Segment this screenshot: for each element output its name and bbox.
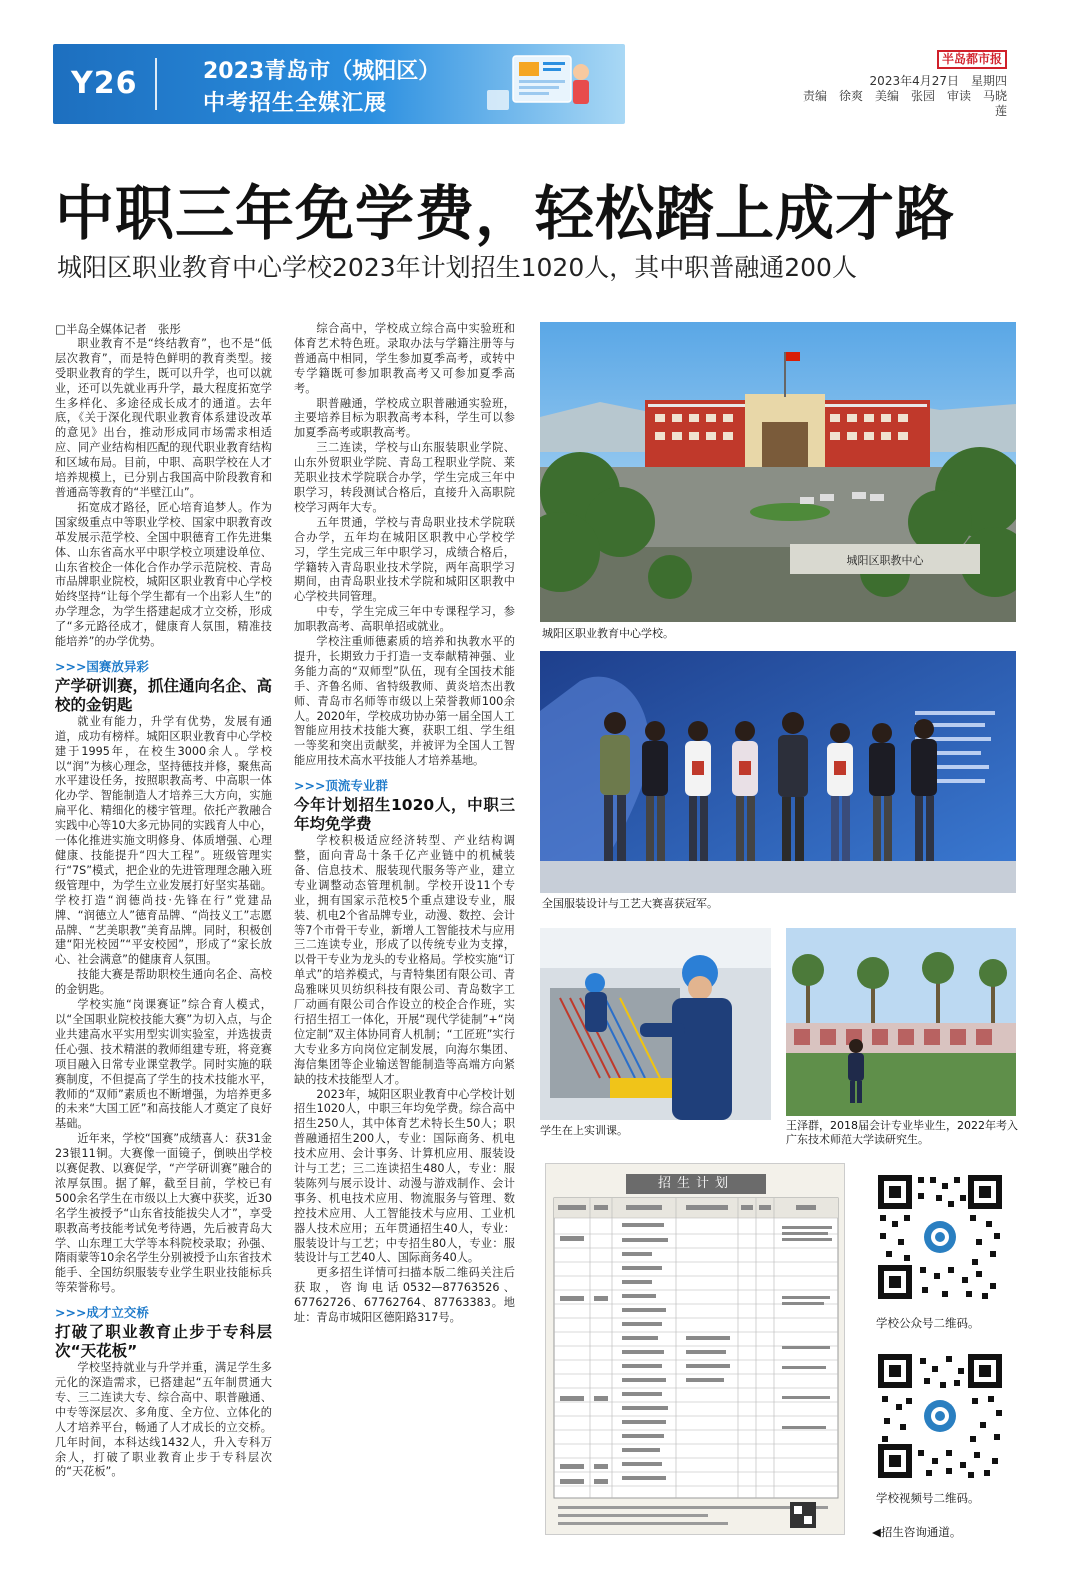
workshop-photo-caption: 学生在上实训课。 [540,1124,628,1137]
section-title: 产学研训赛，抓住通向名企、高校的金钥匙 [55,676,273,714]
paragraph: 技能大赛是帮助职校生通向名企、高校的金钥匙。 [55,968,272,997]
paragraph: 近年来，学校“国赛”成绩喜人：获31金23银11铜。大赛像一面镜子，倒映出学校以赛促教、以赛促学，“产学研训赛”融合的浓厚氛围。据了解，截至目前，学校已有500余名学生在市级以上大赛中获奖，近30名学生被授予“山东省技能拔尖人才”，享受职教高考技能考试免考待遇，先后被青岛大学、山东理工大学等本科院校录取；孙强、隋雨蒙等10余名学生分别被授予山东省技术能手、全国纺织服装专业学生职业技能标兵等荣誉称号。 [55,1132,272,1295]
section-title: 打破了职业教育止步于专科层次“天花板” [55,1323,272,1361]
section-tag: >>>顶流专业群 [294,778,388,794]
banner-divider [155,58,157,110]
banner-title-line2: 中考招生全媒汇展 [203,91,388,116]
section-tag: >>>成才立交桥 [55,1305,149,1321]
article-subheadline: 城阳区职业教育中心学校2023年计划招生1020人，其中职普融通200人 [57,253,857,282]
newspaper-logo: 半岛都市报 [937,50,1007,69]
paragraph: 三二连读，学校与山东服装职业学院、山东外贸职业学院、青岛工程职业学院、莱芜职业技术学院联合办学，学生完成三年中职学习，转段测试合格后，直接升入高职院校学习两年大专。 [294,441,515,514]
graduate-portrait-icon [786,928,1016,1116]
graduate-photo [786,928,1016,1116]
page-number: Y26 [71,66,138,101]
qr-code-icon[interactable] [876,1173,1004,1301]
qr-code-icon[interactable] [876,1352,1004,1480]
paragraph: 五年贯通，学校与青岛职业技术学院联合办学，五年均在城阳区职教中心学校学习，学生完成三年中职学习，成绩合格后，学籍转入青岛职业技术学院，两年高职学习期间，由青岛职业技术学院和城阳区职教中心学校共同管理。 [294,515,515,604]
paragraph: 职普融通，学校成立职普融通实验班，主要培养目标为职教高考本科，学生可以参加夏季高考或职教高考。 [294,396,515,440]
plan-table-grid-icon [546,1196,846,1536]
video-account-qr-caption: 学校视频号二维码。 [876,1491,980,1505]
award-photo-caption: 全国服装设计与工艺大赛喜获冠军。 [542,897,718,910]
paragraph: 职业教育不是“终结教育”，也不是“低层次教育”，而是特色鲜明的教育类型。接受职业教育的学生，既可以升学，也可以就业，还可以先就业再升学，最大程度拓宽学生多样化、多途径成长成才的通道。去年底，《关于深化现代职业教育体系建设改革的意见》出台，推动形成同市场需求相适应、同产业结构相匹配的现代职业教育结构和区域布局。目前，中职、高职学校在人才培养规模上，已分别占我国高中阶段教育和普通高等教育的“半壁江山”。 [55,336,272,499]
paragraph: 就业有能力，升学有优势，发展有通道，成功有榜样。城阳区职业教育中心学校建于1995年，在校生3000余人。学校以“润”为核心理念，坚持德技并修，聚焦高水平建设任务，按照职教高考、中高职一体化办学、智能制造人才培养三大方向，实施扁平化、精细化的楼宇管理。依托产教融合实践中心等10大多元协同的实践育人中心，一体化推进实施文明修身、体质增强、心理健康、技能提升“四大工程”。班级管理实行“7S”模式，把企业的先进管理理念融入班级管理中，为学生立业发展打好坚实基础。学校打造“润德尚技·先锋在行”党建品牌、“润德立人”德育品牌、“尚技义工”志愿品牌、“艺美职教”美育品牌。同时，积极创建“阳光校园”“平安校园”，形成了“家长放心、社会满意”的健康育人氛围。 [55,714,272,967]
article-column-1 [55,322,272,1480]
article-column-2 [294,322,515,1326]
enrollment-plan-table [545,1163,845,1535]
editor-credits: 责编 徐爽 美编 张园 审读 马晓莲 [802,89,1007,118]
section-tag: >>>国赛放异彩 [55,658,149,674]
paragraph: 综合高中，学校成立综合高中实验班和体育艺术特色班。录取办法与学籍注册等与普通高中相同，学生参加夏季高考，或转中专学籍既可参加职教高考又可参加夏季高考。 [294,322,515,395]
paragraph: 学校实施“岗课赛证”综合育人模式，以“全国职业院校技能大赛”为切入点，与企业共建高水平实用型实训实验室，并选拔责任心强、技术精湛的教师组建专班，将竞赛项目融入日常专业课堂教学。同时实施的联赛制度，不但提高了学生的技术技能水平，教师的“双师”素质也不断增强，为培养更多的未来“大国工匠”和高技能人才奠定了良好基础。 [55,998,272,1131]
issue-date: 2023年4月27日 星期四 [869,74,1007,88]
plan-table-title: 招生计划 [626,1174,766,1194]
campus-photo-caption: 城阳区职业教育中心学校。 [542,627,674,640]
banner-title-line1: 2023青岛市（城阳区） [203,59,441,84]
dateline [800,74,1007,119]
paragraph: 拓宽成才路径，匠心培育追梦人。作为国家级重点中等职业学校、国家中职教育改革发展示范学校、全国中职德育工作先进集体、山东省高水平中职学校立项建设单位、山东省校企一体化合作办学示范院校、青岛市品牌职业院校，城阳区职业教育中心学校始终坚持“让每个学生都有一个出彩人生”的办学理念，为学生搭建起成才立交桥，形成了“多元路径成才，健康育人氛围，精准技能培养”的办学优势。 [55,500,272,649]
paragraph: 中专，学生完成三年中专课程学习，参加职教高考、高职单招或就业。 [294,605,515,634]
paragraph: 学校坚持就业与升学并重，满足学生多元化的深造需求，已搭建起“五年制贯通大专、三二连读大专、综合高中、职普融通、中专等深层次、多角度、全方位、立体化的人才培养平台，畅通了人才成长的立交桥。几年时间，本科达线1432人，升入专科万余人，打破了职业教育止步于专科层次的“天花板”。 [55,1361,272,1479]
public-account-qr-caption: 学校公众号二维码。 [876,1316,980,1330]
gate-sign-text: 城阳区职教中心 [846,554,924,567]
campus-building-icon [540,322,1016,622]
page-banner [53,44,625,124]
graduate-photo-caption: 王泽群，2018届会计专业毕业生，2022年考入广东技术师范大学读研究生。 [786,1119,1018,1146]
consult-channel-caption: ◀招生咨询通道。 [872,1525,962,1539]
byline: □半岛全媒体记者 张彤 [55,322,181,336]
training-class-icon [540,928,771,1120]
banner-illustration-icon [483,50,603,118]
article-headline: 中职三年免学费，轻松踏上成才路 [55,179,956,248]
workshop-photo [540,928,771,1120]
paragraph: 更多招生详情可扫描本版二维码关注后获取，咨询电话0532—87763526、67762726、67762764、87763383。地址：青岛市城阳区德阳路317号。 [294,1266,515,1325]
paragraph: 2023年，城阳区职业教育中心学校计划招生1020人，中职三年均免学费。综合高中招生250人，其中体育艺术特长生50人；职普融通招生200人，专业：国际商务、机电技术应用、会计事务、计算机应用、服装设计与工艺；三二连读招生480人，专业：服装陈列与展示设计、动漫与游戏制作、会计事务、机电技术应用、物流服务与管理、数控技术应用、人工智能技术与应用、工业机器人技术应用；五年贯通招生40人，专业：服装设计与工艺；中专招生80人，专业：服装设计与工艺40人、国际商务40人。 [294,1087,515,1265]
award-photo [540,651,1016,893]
campus-photo [540,322,1016,622]
award-group-icon [540,651,1016,893]
section-title: 今年计划招生1020人，中职三年均免学费 [294,796,515,834]
paragraph: 学校注重师德素质的培养和执教水平的提升，长期致力于打造一支奉献精神强、业务能力高的“双师型”队伍，现有全国技术能手、齐鲁名师、省特级教师、黄炎培杰出教师、青岛市名师等市级以上荣誉教师100余人。2020年，学校成功协办第一届全国人工智能应用技术技能大赛，获职工组、学生组一等奖和突出贡献奖，并被评为全国人工智能应用技术高水平技能人才培养基地。 [294,635,515,768]
paragraph: 学校积极适应经济转型、产业结构调整，面向青岛十条千亿产业链中的机械装备、信息技术、服装现代服务等产业，建立专业调整动态管理机制。学校开设11个专业，拥有国家示范校5个重点建设专业，服装、机电2个省品牌专业，动漫、数控、会计等7个市骨干专业，新增人工智能技术与应用三二连读专业，形成了以传统专业为支撑，以骨干专业为龙头的专业格局。学校实施“订单式”的培养模式，与青特集团有限公司、青岛雅咪贝贝纺织科技有限公司、青岛数字工厂动画有限公司合作设立的校企合作班，实行招生招工一体化，开展“现代学徒制”+“岗位定制”双主体协同育人机制；“工匠班”实行大专业多方向岗位定制发展，向海尔集团、海信集团等企业输送智能制造等高端方向紧缺的技术技能型人才。 [294,834,515,1086]
